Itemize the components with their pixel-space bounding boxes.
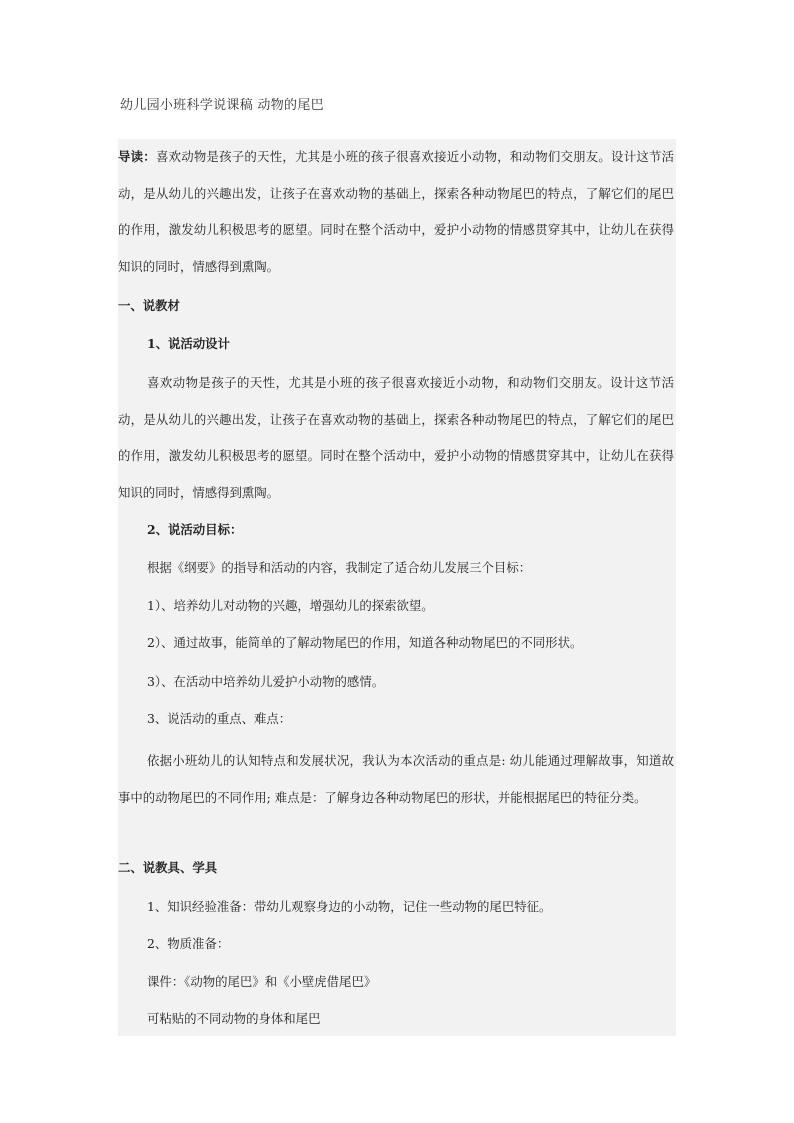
- subheading-activity-design: 1、说活动设计: [147, 336, 230, 351]
- goal-item: 3）、在活动中培养幼儿爱护小动物的感情。: [147, 674, 385, 689]
- key-points-paragraph: 依据小班幼儿的认知特点和发展状况，我认为本次活动的重点是: 幼儿能通过理解故事，知道故事中的动物尾巴的不同作用; 难点是：了解身边各种动物尾巴的形状，并能根据尾巴的特征分类。: [118, 753, 674, 805]
- goal-item: 2）、通过故事，能简单的了解动物尾巴的作用，知道各种动物尾巴的不同形状。: [147, 635, 583, 650]
- page-title: 幼儿园小班科学说课稿 动物的尾巴: [120, 98, 324, 113]
- subheading-key-difficult-points: 3、说活动的重点、难点：: [147, 711, 292, 726]
- intro-paragraph: [118, 139, 674, 285]
- goals-intro: 根据《纲要》的指导和活动的内容，我制定了适合幼儿发展三个目标：: [147, 560, 532, 575]
- intro-text: 喜欢动物是孩子的天性，尤其是小班的孩子很喜欢接近小动物，和动物们交朋友。设计这节活动，是从幼儿的兴趣出发，让孩子在喜欢动物的基础上，探索各种动物尾巴的特点，了解它们的尾巴的作用，激发幼儿积极思考的愿望。同时在整个活动中，爱护小动物的情感贯穿其中，让幼儿在获得知识的同时，情感得到熏陶。: [118, 149, 675, 274]
- intro-label: 导读：: [118, 149, 156, 164]
- section-heading-teaching-aids: 二、说教具、学具: [118, 860, 218, 875]
- materials-line: 可粘贴的不同动物的身体和尾巴: [147, 1011, 321, 1026]
- prep-materials-heading: 2、物质准备：: [147, 936, 230, 951]
- goal-item: 1）、培养幼儿对动物的兴趣，增强幼儿的探索欲望。: [147, 598, 434, 613]
- activity-design-paragraph: 喜欢动物是孩子的天性，尤其是小班的孩子很喜欢接近小动物，和动物们交朋友。设计这节活动，是从幼儿的兴趣出发，让孩子在喜欢动物的基础上，探索各种动物尾巴的特点，了解它们的尾巴的作用，激发幼儿积极思考的愿望。同时在整个活动中，爱护小动物的情感贯穿其中，让幼儿在获得知识的同时，情感得到熏陶。: [118, 375, 674, 500]
- prep-knowledge: 1、知识经验准备：带幼儿观察身边的小动物，记住一些动物的尾巴特征。: [147, 899, 552, 914]
- subheading-activity-goals: 2、说活动目标：: [147, 522, 243, 537]
- courseware-line: 课件：《动物的尾巴》和《小壁虎借尾巴》: [147, 974, 377, 989]
- section-heading-teaching-material: 一、说教材: [118, 298, 180, 313]
- article-body: [118, 139, 676, 1036]
